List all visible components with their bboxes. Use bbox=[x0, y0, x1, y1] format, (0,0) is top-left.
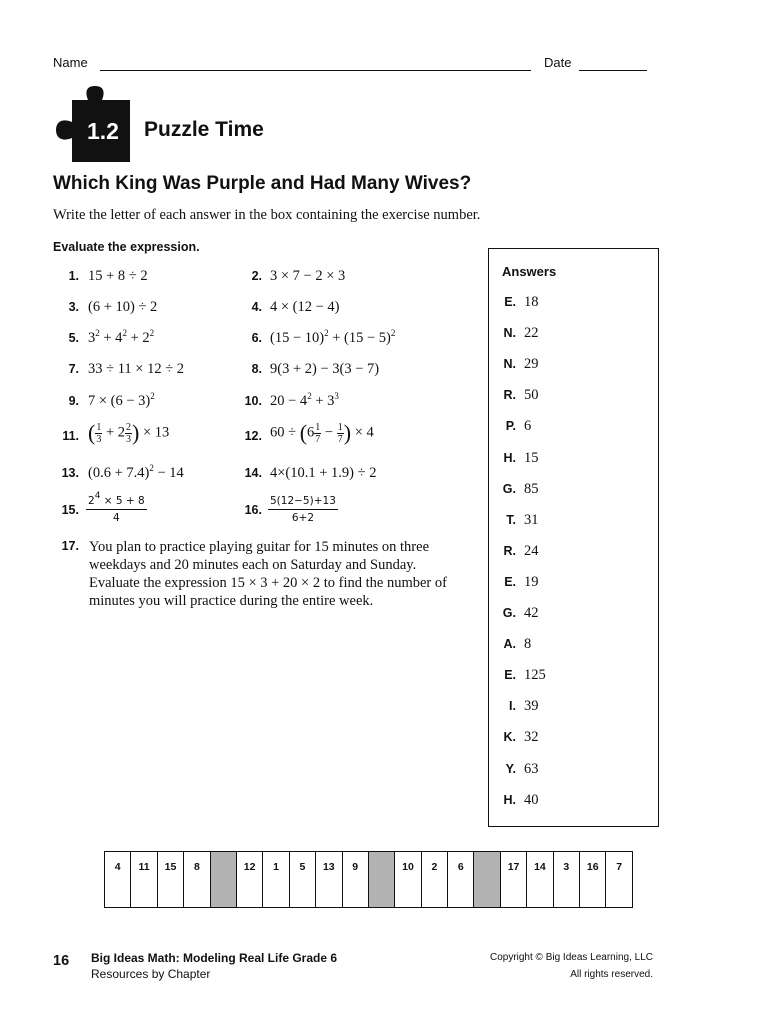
answer-value: 31 bbox=[524, 511, 539, 528]
exercise-14: 4×(10.1 + 1.9) ÷ 2 bbox=[270, 465, 377, 481]
answer-box[interactable]: 12 bbox=[236, 852, 262, 908]
answer-box[interactable]: 5 bbox=[289, 852, 315, 908]
exercise-17: You plan to practice playing guitar for 15 minutes on three weekdays and 20 minutes each on Saturday and Sunday. Evaluate the expression 15 × 3 + 20 × 2 to find the number of minutes you will practice during the entire week. bbox=[89, 539, 447, 609]
answer-letter: R. bbox=[503, 388, 516, 403]
word-gap bbox=[210, 852, 236, 908]
name-label: Name bbox=[53, 55, 88, 70]
answer-box[interactable]: 17 bbox=[500, 852, 526, 908]
answer-value: 125 bbox=[524, 667, 546, 684]
answer-box[interactable]: 16 bbox=[580, 852, 606, 908]
exercise-3: (6 + 10) ÷ 2 bbox=[88, 299, 158, 315]
answer-value: 32 bbox=[524, 729, 539, 746]
exercise-13: $(0.6 + 7.4)^2 - 14$ bbox=[88, 463, 184, 481]
exercise-8: 9(3 + 2) − 3(3 − 7) bbox=[270, 361, 380, 377]
exercise-11: ( $\frac{1}{3}$ + 2 $\frac{2}{3}$ ) × 13 bbox=[88, 420, 170, 445]
answer-letter: Y. bbox=[505, 761, 516, 776]
word-gap bbox=[474, 852, 500, 908]
answer-letter: G. bbox=[502, 606, 516, 620]
answer-letter: H. bbox=[503, 792, 516, 807]
answer-letter: H. bbox=[503, 450, 516, 465]
exercise-number: 13. bbox=[61, 466, 79, 480]
exercise-number: 14. bbox=[244, 466, 262, 480]
answer-box[interactable]: 11 bbox=[131, 852, 157, 908]
section-title: Puzzle Time bbox=[144, 118, 264, 141]
exercise-number: 5. bbox=[68, 331, 79, 345]
copyright: Copyright © Big Ideas Learning, LLC bbox=[489, 952, 653, 963]
name-field[interactable] bbox=[100, 70, 531, 71]
exercise-2: 3 × 7 − 2 × 3 bbox=[270, 268, 346, 284]
page-number: 16 bbox=[53, 953, 70, 969]
answer-box[interactable]: 13 bbox=[316, 852, 342, 908]
answer-letter: R. bbox=[503, 543, 516, 558]
answer-letter: T. bbox=[506, 512, 516, 527]
answer-value: 18 bbox=[524, 294, 539, 310]
answer-value: 50 bbox=[524, 387, 539, 404]
answer-letter: N. bbox=[503, 326, 516, 341]
code-row bbox=[105, 852, 633, 908]
section-number: 1.2 bbox=[87, 118, 119, 144]
exercise-16: $\frac{5(12-5)+13}{6+2}$ bbox=[270, 495, 336, 524]
answer-box[interactable]: 6 bbox=[448, 852, 474, 908]
answer-box[interactable]: 9 bbox=[342, 852, 368, 908]
exercise-number: 16. bbox=[244, 503, 262, 517]
answer-letter: N. bbox=[503, 357, 516, 372]
exercise-number: 7. bbox=[68, 362, 79, 376]
answer-letter: E. bbox=[504, 668, 516, 683]
answer-value: 39 bbox=[524, 698, 539, 715]
instructions: Write the letter of each answer in the box containing the exercise number. bbox=[53, 207, 481, 223]
exercise-7: 33 ÷ 11 × 12 ÷ 2 bbox=[88, 361, 185, 377]
exercise-15: $\frac{2^4 \times 5 + 8}{4}$ bbox=[88, 491, 145, 524]
exercise-number: 10. bbox=[244, 394, 262, 408]
answer-value: 6 bbox=[524, 418, 532, 435]
exercise-6: $(15 - 10)^2 + (15 - 5)^2$ bbox=[270, 328, 396, 346]
answer-letter: A. bbox=[503, 637, 516, 652]
answer-box[interactable]: 15 bbox=[157, 852, 183, 908]
exercise-5: $3^2 + 4^2 + 2^2$ bbox=[88, 328, 155, 346]
exercise-12: 60 ÷ (6 $\frac{1}{7}$ − $\frac{1}{7}$ ) × 4 bbox=[270, 420, 374, 445]
exercise-number: 3. bbox=[68, 300, 79, 314]
puzzle-question: Which King Was Purple and Had Many Wives? bbox=[53, 173, 472, 194]
exercise-number: 6. bbox=[251, 331, 262, 345]
answer-letter: E. bbox=[504, 574, 516, 589]
exercise-number: 2. bbox=[251, 269, 262, 283]
answer-value: 40 bbox=[524, 791, 539, 808]
answer-value: 42 bbox=[524, 605, 539, 621]
date-field[interactable] bbox=[579, 70, 647, 71]
answer-box[interactable]: 1 bbox=[263, 852, 289, 908]
answer-value: 22 bbox=[524, 325, 539, 342]
exercise-4: 4 × (12 − 4) bbox=[270, 299, 340, 315]
answer-letter: G. bbox=[502, 481, 516, 496]
answer-letter: E. bbox=[504, 295, 516, 309]
answers-title: Answers bbox=[502, 264, 557, 279]
answer-box[interactable]: 10 bbox=[395, 852, 421, 908]
date-label: Date bbox=[544, 55, 572, 70]
answer-box[interactable]: 8 bbox=[184, 852, 210, 908]
answer-box[interactable]: 3 bbox=[553, 852, 579, 908]
exercise-1: 15 + 8 ÷ 2 bbox=[88, 268, 148, 284]
word-gap bbox=[368, 852, 394, 908]
exercise-number: 4. bbox=[251, 300, 262, 314]
answer-letter: K. bbox=[503, 730, 516, 745]
rights-reserved: All rights reserved. bbox=[570, 969, 653, 980]
answer-letter: I. bbox=[509, 699, 516, 714]
exercise-9: $7 \times (6 - 3)^2$ bbox=[88, 391, 155, 409]
answer-letter: P. bbox=[505, 419, 516, 434]
exercise-number: 17. bbox=[61, 539, 79, 553]
answer-box[interactable]: 4 bbox=[105, 852, 131, 908]
answer-value: 24 bbox=[524, 542, 539, 559]
answer-box[interactable]: 2 bbox=[421, 852, 447, 908]
answer-value: 15 bbox=[524, 449, 539, 466]
answer-value: 8 bbox=[524, 636, 532, 653]
exercise-number: 8. bbox=[251, 362, 262, 376]
answer-value: 63 bbox=[524, 760, 539, 777]
answer-code-table bbox=[104, 851, 633, 908]
answer-value: 85 bbox=[524, 480, 539, 497]
evaluate-label: Evaluate the expression. bbox=[53, 240, 200, 254]
answer-value: 19 bbox=[524, 573, 539, 590]
exercise-number: 15. bbox=[61, 503, 79, 517]
exercise-number: 12. bbox=[244, 429, 262, 443]
book-title: Big Ideas Math: Modeling Real Life Grade 6 bbox=[91, 951, 338, 965]
answer-box[interactable]: 14 bbox=[527, 852, 553, 908]
exercise-number: 11. bbox=[62, 429, 79, 443]
book-subtitle: Resources by Chapter bbox=[91, 967, 211, 981]
exercise-10: $20 - 4^2 + 3^3$ bbox=[270, 391, 339, 409]
answer-value: 29 bbox=[524, 356, 539, 373]
exercise-number: 1. bbox=[68, 269, 79, 283]
answer-box[interactable]: 7 bbox=[606, 852, 632, 908]
exercise-number: 9. bbox=[68, 394, 79, 408]
